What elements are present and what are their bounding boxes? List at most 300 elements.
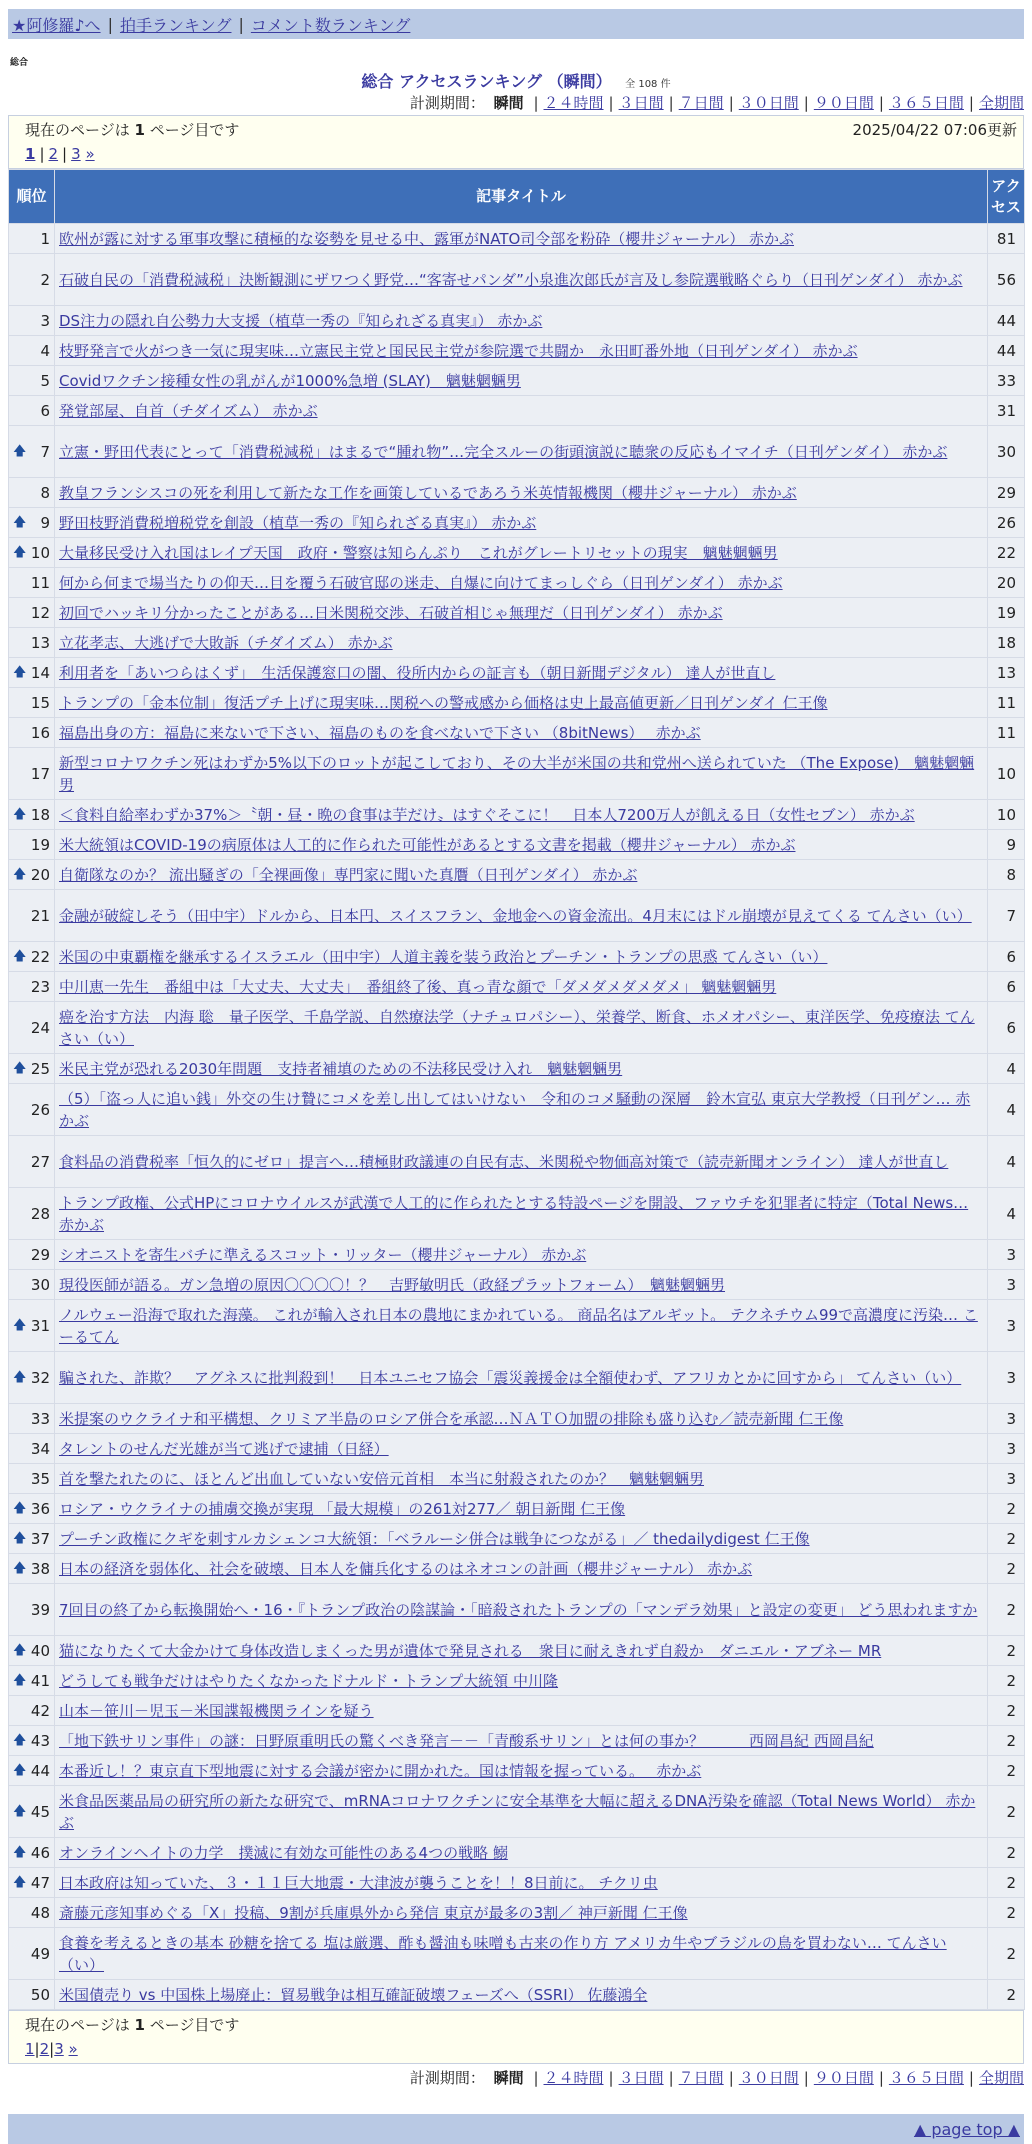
rank-cell — [9, 800, 55, 830]
access-count: 3 — [988, 1464, 1025, 1494]
rank-cell — [9, 1756, 55, 1786]
article-link[interactable]: 「地下鉄サリン事件」の謎：日野原重明氏の驚くべき発言－－「青酸系サリン」とは何の事か？ 西岡昌紀 西岡昌紀 — [59, 1731, 874, 1750]
article-link[interactable]: 7回目の終了から転換開始へ・16・『トランプ政治の陰謀論・「暗殺されたトランプの「マンデラ効果」と設定の変更」 どう思われますか — [59, 1600, 978, 1619]
rank-cell — [9, 1054, 55, 1084]
title-cell — [55, 1756, 988, 1786]
table-row — [9, 1838, 1025, 1868]
title-cell — [55, 1404, 988, 1434]
separator: | — [728, 94, 734, 112]
next-page-link[interactable]: » — [85, 145, 95, 163]
access-count: 4 — [988, 1136, 1025, 1188]
rank-number: 37 — [30, 1529, 50, 1548]
title-cell — [55, 688, 988, 718]
separator: | — [878, 94, 884, 112]
table-row — [9, 1980, 1025, 2010]
rank-up-arrow-icon: 🡅 — [13, 1732, 27, 1748]
home-link[interactable]: ★阿修羅♪へ — [12, 15, 101, 35]
rank-cell — [9, 336, 55, 366]
separator: | — [39, 145, 45, 163]
table-row — [9, 1494, 1025, 1524]
article-link[interactable]: トランプ政権、公式HPにコロナウイルスが武漢で人工的に作られたとする特設ページを開設、ファウチを犯罪者に特定（Total News… 赤かぶ — [59, 1193, 969, 1234]
rank-number: 48 — [30, 1903, 50, 1922]
separator: | — [668, 2069, 674, 2087]
next-page-link[interactable]: » — [68, 2040, 78, 2058]
rank-cell — [9, 972, 55, 1002]
access-count: 44 — [988, 336, 1025, 366]
table-row — [9, 1002, 1025, 1054]
period-link[interactable]: ２４時間 — [543, 94, 604, 112]
title-cell — [55, 254, 988, 306]
page-top-link[interactable]: ▲ page top ▲ — [913, 2119, 1020, 2139]
table-row — [9, 538, 1025, 568]
page-link[interactable]: 2 — [39, 2040, 50, 2058]
rank-cell — [9, 1898, 55, 1928]
table-row — [9, 1084, 1025, 1136]
access-count: 8 — [988, 860, 1025, 890]
access-count: 3 — [988, 1240, 1025, 1270]
rank-cell — [9, 1240, 55, 1270]
article-link[interactable]: 野田枝野消費税増税党を創設（植草一秀の『知られざる真実』） 赤かぶ — [59, 513, 537, 532]
title-cell — [55, 1136, 988, 1188]
rank-cell — [9, 538, 55, 568]
rank-up-arrow-icon: 🡅 — [13, 514, 27, 530]
access-count: 7 — [988, 890, 1025, 942]
access-count: 11 — [988, 688, 1025, 718]
article-link[interactable]: 米国の中東覇権を継承するイスラエル（田中宇）人道主義を装う政治とプーチン・トランプの思惑 てんさい（い） — [59, 947, 828, 966]
access-count: 3 — [988, 1434, 1025, 1464]
rank-number: 3 — [40, 311, 50, 330]
article-link[interactable]: 日本政府は知っていた、３・１１巨大地震・大津波が襲うことを！！8日前に。 チクリ虫 — [59, 1873, 658, 1892]
rank-cell — [9, 942, 55, 972]
article-link[interactable]: 食料品の消費税率「恒久的にゼロ」提言へ…積極財政議連の自民有志、米関税や物価高対策で（読売新聞オンライン） 達人が世直し — [59, 1152, 949, 1171]
table-row — [9, 1868, 1025, 1898]
article-link[interactable]: 福島出身の方：福島に来ないで下さい、福島のものを食べないで下さい （8bitNews） 赤かぶ — [59, 723, 701, 742]
rank-number: 14 — [30, 663, 50, 682]
access-count: 2 — [988, 1696, 1025, 1726]
title-cell — [55, 1696, 988, 1726]
title-cell — [55, 1054, 988, 1084]
rank-up-arrow-icon: 🡅 — [13, 443, 27, 459]
rank-up-arrow-icon: 🡅 — [13, 1560, 27, 1576]
title-cell — [55, 718, 988, 748]
period-current: 瞬間 — [493, 94, 524, 112]
title-cell — [55, 1838, 988, 1868]
separator: | — [878, 2069, 884, 2087]
access-count: 6 — [988, 972, 1025, 1002]
access-count: 44 — [988, 306, 1025, 336]
rank-number: 50 — [30, 1985, 50, 2004]
period-link[interactable]: ３６５日間 — [888, 2069, 964, 2087]
separator: | — [533, 94, 539, 112]
rank-number: 20 — [30, 865, 50, 884]
period-link[interactable]: 全期間 — [978, 94, 1024, 112]
period-link[interactable]: ９０日間 — [813, 94, 874, 112]
title-cell — [55, 1726, 988, 1756]
rank-number: 32 — [30, 1368, 50, 1387]
rank-cell — [9, 1002, 55, 1054]
access-count: 2 — [988, 1584, 1025, 1636]
table-row — [9, 396, 1025, 426]
rank-cell — [9, 1136, 55, 1188]
rank-cell — [9, 396, 55, 426]
article-link[interactable]: 新型コロナワクチン死はわずか5%以下のロットが起こしており、その大半が米国の共和党州へ送られていた （The Expose) 魑魅魍魎男 — [59, 753, 975, 794]
table-row — [9, 254, 1025, 306]
article-link[interactable]: 石破自民の「消費税減税」決断観測にザワつく野党…“客寄せパンダ”小泉進次郎氏が言及し参院選戦略ぐらり（日刊ゲンダイ） 赤かぶ — [59, 270, 963, 289]
article-link[interactable]: ＜食料自給率わずか37%＞〝朝・昼・晩の食事は芋だけ〟はすぐそこに！ 日本人7200万人が飢える日（女性セブン） 赤かぶ — [59, 805, 915, 824]
access-count: 26 — [988, 508, 1025, 538]
article-link[interactable]: 枝野発言で火がつき一気に現実味…立憲民主党と国民民主党が参院選で共闘か 永田町番外地（日刊ゲンダイ） 赤かぶ — [59, 341, 858, 360]
page-title — [8, 69, 1024, 91]
article-link[interactable]: 何から何まで場当たりの仰天…目を覆う石破官邸の迷走、自爆に向けてまっしぐら（日刊ゲンダイ） 赤かぶ — [59, 573, 783, 592]
title-cell — [55, 972, 988, 1002]
rank-up-arrow-icon: 🡅 — [13, 866, 27, 882]
period-link[interactable]: ３０日間 — [738, 94, 799, 112]
page-links — [25, 2037, 1017, 2061]
rank-number: 5 — [40, 371, 50, 390]
comment-ranking-link[interactable]: コメント数ランキング — [250, 15, 411, 35]
separator: | — [34, 2040, 40, 2058]
rank-cell — [9, 1786, 55, 1838]
article-link[interactable]: 騙された、詐欺？ アグネスに批判殺到！ 日本ユニセフ協会「震災義援金は全額使わず、アフリカとかに回すから」 てんさい（い） — [59, 1368, 962, 1387]
article-link[interactable]: 初回でハッキリ分かったことがある…日米関税交渉、石破首相じゃ無理だ（日刊ゲンダイ） 赤かぶ — [59, 603, 723, 622]
rank-cell — [9, 1434, 55, 1464]
title-cell — [55, 830, 988, 860]
article-link[interactable]: どうしても戦争だけはやりたくなかったドナルド・トランプ大統領 中川隆 — [59, 1671, 559, 1690]
table-row — [9, 426, 1025, 478]
rank-cell — [9, 598, 55, 628]
title-cell — [55, 1980, 988, 2010]
title-cell — [55, 1524, 988, 1554]
article-link[interactable]: 癌を治す方法 内海 聡 量子医学、千島学説、自然療法学（ナチュロパシー）、栄養学、断食、ホメオパシー、東洋医学、免疫療法 てんさい（い） — [59, 1007, 975, 1048]
table-row — [9, 1300, 1025, 1352]
table-row — [9, 1696, 1025, 1726]
rank-cell — [9, 1084, 55, 1136]
period-links — [528, 2069, 1024, 2087]
rank-up-arrow-icon: 🡅 — [13, 1844, 27, 1860]
title-cell — [55, 478, 988, 508]
table-row — [9, 1898, 1025, 1928]
rank-cell — [9, 1352, 55, 1404]
separator: | — [803, 94, 809, 112]
table-row — [9, 688, 1025, 718]
period-link[interactable]: ３６５日間 — [888, 94, 964, 112]
article-link[interactable]: 自衛隊なのか？ 流出騒ぎの「全裸画像」専門家に聞いた真贋（日刊ゲンダイ） 赤かぶ — [59, 865, 638, 884]
rank-up-arrow-icon: 🡅 — [13, 1803, 27, 1819]
rank-cell — [9, 890, 55, 942]
access-count: 81 — [988, 224, 1025, 254]
table-row — [9, 568, 1025, 598]
rank-number: 8 — [40, 483, 50, 502]
rank-number: 41 — [30, 1671, 50, 1690]
table-row — [9, 1524, 1025, 1554]
separator: | — [668, 94, 674, 112]
separator: | — [49, 2040, 55, 2058]
item-count: 全 108 件 — [625, 79, 671, 90]
current-page-text: 現在のページは 1 ページ目です — [25, 2016, 240, 2034]
rank-up-arrow-icon: 🡅 — [13, 1762, 27, 1778]
rank-number: 12 — [30, 603, 50, 622]
title-cell — [55, 860, 988, 890]
separator: | — [533, 2069, 539, 2087]
rank-up-arrow-icon: 🡅 — [13, 1874, 27, 1890]
title-cell — [55, 1464, 988, 1494]
rank-cell — [9, 254, 55, 306]
updated-time: 2025/04/22 07:06更新 — [852, 121, 1017, 139]
rank-number: 49 — [30, 1944, 50, 1963]
title-cell — [55, 658, 988, 688]
access-count: 9 — [988, 830, 1025, 860]
rank-number: 1 — [40, 229, 50, 248]
table-row — [9, 1726, 1025, 1756]
title-cell — [55, 1240, 988, 1270]
title-cell — [55, 800, 988, 830]
table-row — [9, 1054, 1025, 1084]
access-count: 31 — [988, 396, 1025, 426]
rank-number: 9 — [40, 513, 50, 532]
title-cell — [55, 1352, 988, 1404]
period-link[interactable]: ３日間 — [618, 2069, 664, 2087]
rank-up-arrow-icon: 🡅 — [13, 1672, 27, 1688]
title-cell — [55, 1300, 988, 1352]
rank-cell — [9, 568, 55, 598]
access-count: 3 — [988, 1300, 1025, 1352]
period-selector-bottom — [8, 2066, 1024, 2090]
access-count: 3 — [988, 1404, 1025, 1434]
title-cell — [55, 628, 988, 658]
access-count: 2 — [988, 1898, 1025, 1928]
title-cell — [55, 1584, 988, 1636]
period-link[interactable]: ２４時間 — [543, 2069, 604, 2087]
rank-cell — [9, 1980, 55, 2010]
title-cell — [55, 508, 988, 538]
rank-cell — [9, 1636, 55, 1666]
article-link[interactable]: トランプの「金本位制」復活プチ上げに現実味…関税への警戒感から価格は史上最高値更新／日刊ゲンダイ 仁王像 — [59, 693, 828, 712]
table-row — [9, 628, 1025, 658]
rank-cell — [9, 688, 55, 718]
title-cell — [55, 1188, 988, 1240]
table-row — [9, 1352, 1025, 1404]
article-link[interactable]: ノルウェー沿海で取れた海藻。 これが輸入され日本の農地にまかれている。 商品名はアルギット。 テクネチウム99で高濃度に汚染… こーるてん — [59, 1305, 978, 1346]
article-link[interactable]: 現役医師が語る。ガン急増の原因〇〇〇〇！？ 吉野敏明氏（政経プラットフォーム） 魑魅魍魎男 — [59, 1275, 726, 1294]
article-link[interactable]: 教皇フランシスコの死を利用して新たな工作を画策しているであろう米英情報機関（櫻井ジャーナル） 赤かぶ — [59, 483, 797, 502]
article-link[interactable]: 日本の経済を弱体化、社会を破壊、日本人を傭兵化するのはネオコンの計画（櫻井ジャーナル） 赤かぶ — [59, 1559, 753, 1578]
table-row — [9, 890, 1025, 942]
access-count: 6 — [988, 1002, 1025, 1054]
article-link[interactable]: 首を撃たれたのに、ほとんど出血していない安倍元首相 本当に射殺されたのか？ 魑魅魍魎男 — [59, 1469, 705, 1488]
title-cell — [55, 1928, 988, 1980]
access-count: 33 — [988, 366, 1025, 396]
access-count: 19 — [988, 598, 1025, 628]
page-link[interactable]: 1 — [25, 145, 36, 163]
rank-number: 47 — [30, 1873, 50, 1892]
title-cell — [55, 598, 988, 628]
article-link[interactable]: 大量移民受け入れ国はレイプ天国 政府・警察は知らんぷり これがグレートリセットの現実 魑魅魍魎男 — [59, 543, 778, 562]
article-link[interactable]: 米国債売り vs 中国株上場廃止：貿易戦争は相互確証破壊フェーズへ（SSRI） 佐藤鴻全 — [59, 1985, 648, 2004]
period-link[interactable]: ７日間 — [678, 94, 724, 112]
article-link[interactable]: （5）「盗っ人に追い銭」外交の生け贄にコメを差し出してはいけない 令和のコメ騒動の深層 鈴木宣弘 東京大学教授（日刊ゲン… 赤かぶ — [59, 1089, 971, 1130]
article-link[interactable]: DS注力の隠れ自公勢力大支援（植草一秀の『知られざる真実』） 赤かぶ — [59, 311, 543, 330]
title-cell — [55, 1636, 988, 1666]
table-row — [9, 1404, 1025, 1434]
period-label: 計測期間： — [409, 2069, 485, 2087]
period-link[interactable]: ３０日間 — [738, 2069, 799, 2087]
title-cell — [55, 1084, 988, 1136]
rank-cell — [9, 748, 55, 800]
rank-cell — [9, 1554, 55, 1584]
period-links — [528, 94, 1024, 112]
table-row — [9, 860, 1025, 890]
title-cell — [55, 366, 988, 396]
article-link[interactable]: 米食品医薬品局の研究所の新たな研究で、mRNAコロナワクチンに安全基準を大幅に超えるDNA汚染を確認（Total News World） 赤かぶ — [59, 1791, 976, 1832]
rank-number: 25 — [30, 1059, 50, 1078]
title-cell — [55, 890, 988, 942]
article-link[interactable]: 立憲・野田代表にとって「消費税減税」はまるで“腫れ物”…完全スルーの街頭演説に聴衆の反応もイマイチ（日刊ゲンダイ） 赤かぶ — [59, 442, 948, 461]
period-selector-top — [8, 91, 1024, 115]
title-cell — [55, 1666, 988, 1696]
access-count: 30 — [988, 426, 1025, 478]
rank-cell — [9, 1584, 55, 1636]
separator: | — [62, 145, 68, 163]
col-rank-header: 順位 — [9, 170, 55, 224]
rank-cell — [9, 1868, 55, 1898]
table-row — [9, 224, 1025, 254]
rank-cell — [9, 366, 55, 396]
article-link[interactable]: 山本－笹川－児玉－米国諜報機関ラインを疑う — [59, 1701, 374, 1720]
article-link[interactable]: 食養を考えるときの基本 砂糖を捨てる 塩は厳選、酢も醤油も味噌も古来の作り方 アメリカ牛やブラジルの鳥を買わない… てんさい（い） — [59, 1933, 947, 1974]
rank-up-arrow-icon: 🡅 — [13, 948, 27, 964]
separator: | — [803, 2069, 809, 2087]
rank-number: 22 — [30, 947, 50, 966]
separator: | — [608, 2069, 614, 2087]
access-count: 2 — [988, 1726, 1025, 1756]
table-row — [9, 1786, 1025, 1838]
rank-number: 26 — [30, 1100, 50, 1119]
title-cell — [55, 1434, 988, 1464]
access-count: 2 — [988, 1786, 1025, 1838]
title-cell — [55, 1786, 988, 1838]
title-cell — [55, 396, 988, 426]
article-link[interactable]: 欧州が露に対する軍事攻撃に積極的な姿勢を見せる中、露軍がNATO司令部を粉砕（櫻井ジャーナル） 赤かぶ — [59, 229, 795, 248]
access-count: 2 — [988, 1868, 1025, 1898]
access-count: 22 — [988, 538, 1025, 568]
table-row — [9, 830, 1025, 860]
access-count: 4 — [988, 1188, 1025, 1240]
article-link[interactable]: 本番近し！？東京直下型地震に対する会議が密かに開かれた。国は情報を握っている。 赤かぶ — [59, 1761, 702, 1780]
article-link[interactable]: 中川恵一先生 番組中は「大丈夫、大丈夫」 番組終了後、真っ青な顔で「ダメダメダメダメ」 魑魅魍魎男 — [59, 977, 777, 996]
access-count: 29 — [988, 478, 1025, 508]
title-cell — [55, 1554, 988, 1584]
article-link[interactable]: 猫になりたくて大金かけて身体改造しまくった男が遺体で発見される 衆目に耐えきれず自殺か ダニエル・アブネー MR — [59, 1641, 882, 1660]
separator: | — [107, 14, 113, 34]
article-link[interactable]: 発覚部屋、自首（チダイズム） 赤かぶ — [59, 401, 318, 420]
access-count: 2 — [988, 1756, 1025, 1786]
table-row — [9, 306, 1025, 336]
rank-number: 15 — [30, 693, 50, 712]
title-cell — [55, 748, 988, 800]
article-link[interactable]: 米提案のウクライナ和平構想、クリミア半島のロシア併合を承認…ＮＡＴＯ加盟の排除も盛り込む／読売新聞 仁王像 — [59, 1409, 844, 1428]
rank-number: 7 — [40, 442, 50, 461]
access-count: 11 — [988, 718, 1025, 748]
article-link[interactable]: 立花孝志、大逃げで大敗訴（チダイズム） 赤かぶ — [59, 633, 393, 652]
rank-number: 36 — [30, 1499, 50, 1518]
article-link[interactable]: ロシア・ウクライナの捕虜交換が実現 「最大規模」の261対277／ 朝日新聞 仁王像 — [59, 1499, 626, 1518]
rank-number: 2 — [40, 270, 50, 289]
bottom-bar — [8, 2114, 1024, 2144]
rank-number: 45 — [30, 1802, 50, 1821]
table-row — [9, 1188, 1025, 1240]
period-label: 計測期間： — [409, 94, 485, 112]
access-count: 2 — [988, 1838, 1025, 1868]
rank-up-arrow-icon: 🡅 — [13, 1060, 27, 1076]
access-count: 10 — [988, 800, 1025, 830]
period-link[interactable]: ９０日間 — [813, 2069, 874, 2087]
rank-number: 40 — [30, 1641, 50, 1660]
article-link[interactable]: 斎藤元彦知事めぐる「X」投稿、9割が兵庫県外から発信 東京が最多の3割／ 神戸新聞 仁王像 — [59, 1903, 688, 1922]
rank-cell — [9, 860, 55, 890]
separator: | — [728, 2069, 734, 2087]
rank-number: 13 — [30, 633, 50, 652]
period-link[interactable]: ３日間 — [618, 94, 664, 112]
table-row — [9, 1270, 1025, 1300]
article-link[interactable]: 米大統領はCOVID-19の病原体は人工的に作られた可能性があるとする文書を掲載（櫻井ジャーナル） 赤かぶ — [59, 835, 796, 854]
col-access-header: アクセス — [988, 170, 1025, 224]
period-link[interactable]: ７日間 — [678, 2069, 724, 2087]
page-link[interactable]: 3 — [54, 2040, 64, 2058]
access-count: 2 — [988, 1524, 1025, 1554]
rank-number: 31 — [30, 1316, 50, 1335]
article-link[interactable]: オンラインヘイトの力学 撲滅に有効な可能性のある4つの戦略 鰯 — [59, 1843, 508, 1862]
access-count: 2 — [988, 1554, 1025, 1584]
rank-cell — [9, 1300, 55, 1352]
rank-up-arrow-icon: 🡅 — [13, 806, 27, 822]
table-row — [9, 1240, 1025, 1270]
rank-up-arrow-icon: 🡅 — [13, 664, 27, 680]
table-row — [9, 366, 1025, 396]
article-link[interactable]: 米民主党が恐れる2030年問題 支持者補填のための不法移民受け入れ 魑魅魍魎男 — [59, 1059, 623, 1078]
page — [8, 0, 1024, 2144]
table-row — [9, 1136, 1025, 1188]
table-row — [9, 1584, 1025, 1636]
table-row — [9, 718, 1025, 748]
article-link[interactable]: タレントのせんだ光雄が当て逃げで逮捕（日経） — [59, 1439, 389, 1458]
article-link[interactable]: プーチン政権にクギを刺すルカシェンコ大統領：「ベラルーシ併合は戦争につながる」／ thedailydigest 仁王像 — [59, 1529, 810, 1548]
access-count: 3 — [988, 1270, 1025, 1300]
rank-cell — [9, 1188, 55, 1240]
rank-cell — [9, 1838, 55, 1868]
access-count: 56 — [988, 254, 1025, 306]
separator: | — [968, 2069, 974, 2087]
rank-number: 43 — [30, 1731, 50, 1750]
title-cell — [55, 336, 988, 366]
period-link[interactable]: 全期間 — [978, 2069, 1024, 2087]
article-link[interactable]: 利用者を「あいつらはくず」 生活保護窓口の闇、役所内からの証言も（朝日新聞デジタル） 達人が世直し — [59, 663, 776, 682]
pager-top — [8, 115, 1024, 169]
rank-number: 28 — [30, 1204, 50, 1223]
applause-ranking-link[interactable]: 拍手ランキング — [119, 15, 232, 35]
article-link[interactable]: Covidワクチン接種女性の乳がんが1000%急増 (SLAY) 魑魅魍魎男 — [59, 371, 521, 390]
page-link[interactable]: 2 — [48, 145, 59, 163]
access-count: 4 — [988, 1054, 1025, 1084]
rank-cell — [9, 426, 55, 478]
table-row — [9, 478, 1025, 508]
article-link[interactable]: シオニストを寄生バチに準えるスコット・リッター（櫻井ジャーナル） 赤かぶ — [59, 1245, 587, 1264]
page-link[interactable]: 3 — [71, 145, 81, 163]
separator: | — [238, 14, 244, 34]
rank-number: 38 — [30, 1559, 50, 1578]
article-link[interactable]: 金融が破綻しそう（田中宇）ドルから、日本円、スイスフラン、金地金への資金流出。4月末にはドル崩壊が見えてくる てんさい（い） — [59, 906, 972, 925]
page-link[interactable]: 1 — [25, 2040, 35, 2058]
table-row — [9, 1756, 1025, 1786]
